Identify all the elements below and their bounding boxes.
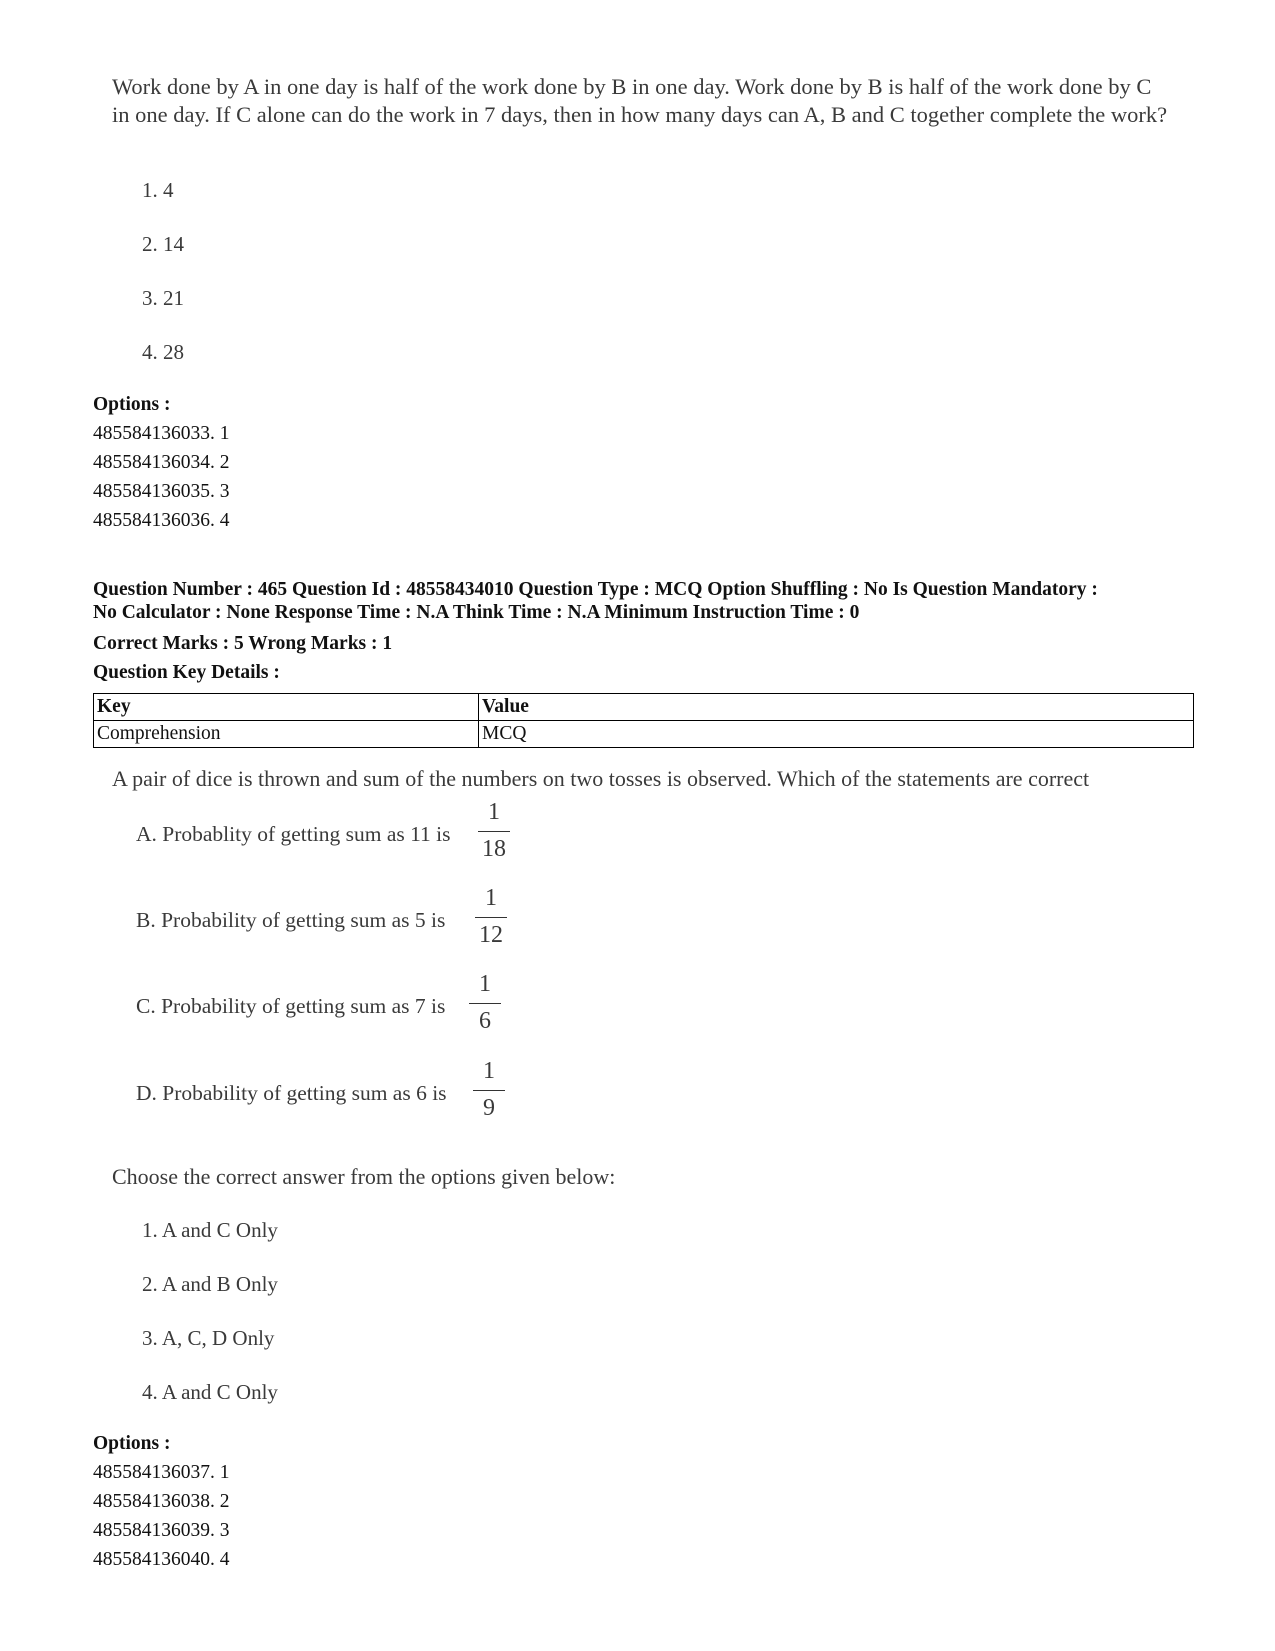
statement-d-denominator: 9 — [483, 1095, 495, 1121]
fraction-bar — [469, 1003, 501, 1004]
question1-text: Work done by A in one day is half of the work done by B in one day. Work done by B is half of the work done by C in one day. If C alone can do the work in 7 days, then in how many days can A, B and C together complete the work? — [112, 74, 1168, 127]
key-table-header-key: Key — [94, 694, 479, 721]
fraction-bar — [475, 917, 507, 918]
question2-choice-1: 1. A and C Only — [142, 1218, 278, 1242]
key-table-cell-value: MCQ — [479, 721, 1194, 748]
question2-meta-line2: No Calculator : None Response Time : N.A Think Time : N.A Minimum Instruction Time : 0 — [93, 602, 860, 623]
question2-option-id-1: 485584136037. 1 — [93, 1462, 230, 1483]
question2-option-id-4: 485584136040. 4 — [93, 1549, 230, 1570]
question1-choice-4: 4. 28 — [142, 340, 184, 364]
question2-choice-2: 2. A and B Only — [142, 1272, 278, 1296]
key-table-header-value: Value — [479, 694, 1194, 721]
statement-b-fraction — [471, 884, 511, 949]
statement-b-denominator: 12 — [479, 922, 503, 948]
question2-text: A pair of dice is thrown and sum of the numbers on two tosses is observed. Which of the statements are correct — [112, 766, 1090, 791]
question1-option-id-3: 485584136035. 3 — [93, 481, 230, 502]
question2-options-heading: Options : — [93, 1433, 171, 1454]
question2-choose-text: Choose the correct answer from the options given below: — [112, 1164, 616, 1189]
statement-b-numerator: 1 — [485, 885, 497, 911]
statement-a-label: A. Probablity of getting sum as 11 is — [136, 822, 451, 846]
key-table-cell-key: Comprehension — [94, 721, 479, 748]
question1-choice-3: 3. 21 — [142, 286, 184, 310]
statement-a-numerator: 1 — [488, 799, 500, 825]
statement-a-denominator: 18 — [482, 836, 506, 862]
statement-a-fraction — [474, 798, 514, 863]
question1-option-id-1: 485584136033. 1 — [93, 423, 230, 444]
table-row — [94, 721, 1194, 748]
question2-choice-4: 4. A and C Only — [142, 1380, 278, 1404]
question1-option-id-4: 485584136036. 4 — [93, 510, 230, 531]
statement-c-numerator: 1 — [479, 971, 491, 997]
key-table-header-row — [94, 694, 1194, 721]
question1-choice-1: 1. 4 — [142, 178, 174, 202]
question2-meta-line1: Question Number : 465 Question Id : 48558434010 Question Type : MCQ Option Shuffling : No Is Question Mandatory : — [93, 579, 1098, 600]
question1-options-heading: Options : — [93, 394, 171, 415]
fraction-bar — [478, 831, 510, 832]
question1-choice-2: 2. 14 — [142, 232, 184, 256]
question2-choice-3: 3. A, C, D Only — [142, 1326, 275, 1350]
question2-option-id-3: 485584136039. 3 — [93, 1520, 230, 1541]
key-details-table — [93, 693, 1194, 748]
fraction-bar — [473, 1090, 505, 1091]
statement-c-fraction — [465, 970, 505, 1035]
question1-option-id-2: 485584136034. 2 — [93, 452, 230, 473]
statement-b-label: B. Probability of getting sum as 5 is — [136, 908, 446, 932]
statement-c-denominator: 6 — [479, 1008, 491, 1034]
statement-c-label: C. Probability of getting sum as 7 is — [136, 994, 446, 1018]
statement-d-numerator: 1 — [483, 1058, 495, 1084]
statement-d-label: D. Probability of getting sum as 6 is — [136, 1081, 447, 1105]
question2-marks: Correct Marks : 5 Wrong Marks : 1 — [93, 633, 393, 654]
question2-option-id-2: 485584136038. 2 — [93, 1491, 230, 1512]
statement-d-fraction — [469, 1057, 509, 1122]
question2-key-details-heading: Question Key Details : — [93, 662, 280, 683]
